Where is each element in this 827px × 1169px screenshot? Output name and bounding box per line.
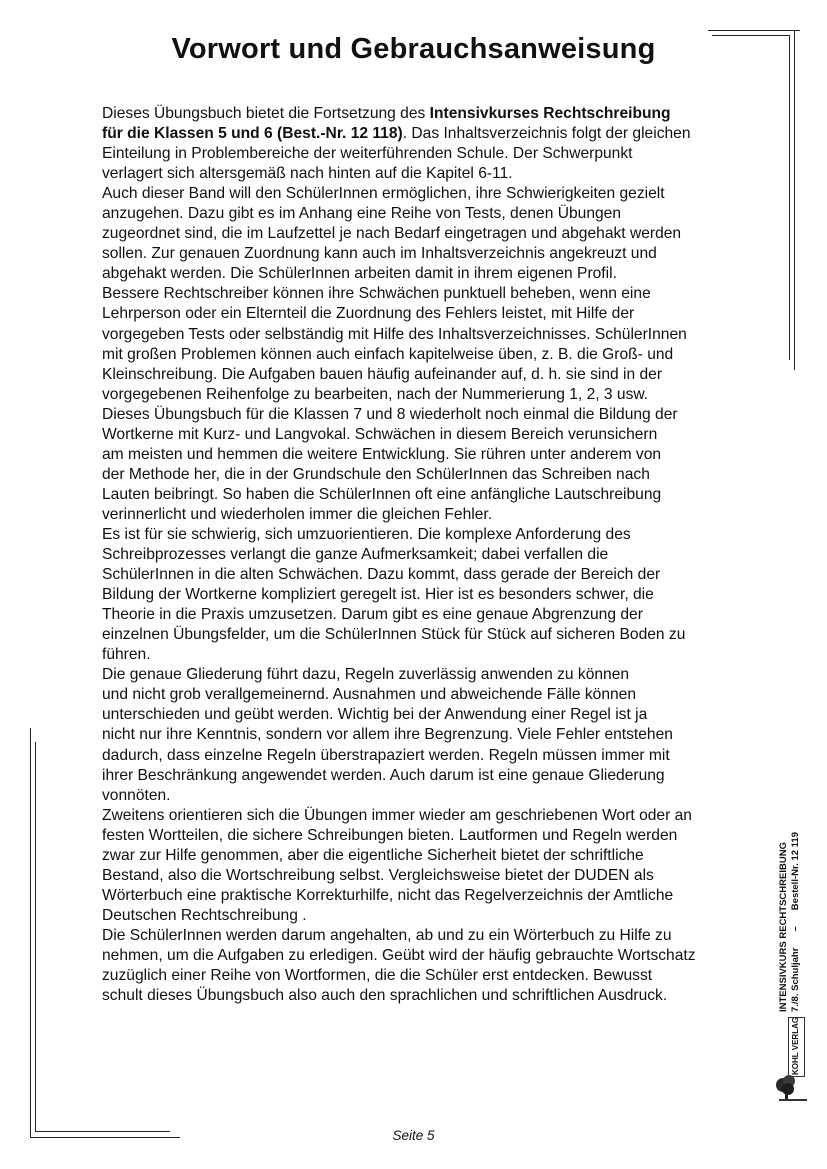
paragraph bbox=[102, 525, 752, 665]
text-line: Bessere Rechtschreiber können ihre Schwächen punktuell beheben, wenn eine bbox=[102, 285, 651, 303]
paragraph bbox=[102, 284, 752, 404]
text-line: und nicht grob verallgemeinernd. Ausnahmen und abweichende Fälle können bbox=[102, 686, 637, 704]
text-line: SchülerInnen in die alten Schwächen. Dazu kommt, dass gerade der Bereich der bbox=[102, 566, 661, 584]
text-line: ihrer Beschränkung angewendet werden. Auch darum ist eine genaue Gliederung bbox=[102, 766, 665, 784]
text-line: zugeordnet sind, die im Laufzettel je nach Bedarf eingetragen und abgehakt werden bbox=[102, 225, 682, 243]
text-line: Auch dieser Band will den SchülerInnen ermöglichen, ihre Schwierigkeiten gezielt bbox=[102, 185, 665, 203]
text-line: Die SchülerInnen werden darum angehalten, ab und zu ein Wörterbuch zu Hilfe zu bbox=[102, 926, 672, 944]
page-title: Vorwort und Gebrauchsanweisung bbox=[171, 33, 656, 65]
paragraph bbox=[102, 405, 752, 525]
text-line: unterschieden und geübt werden. Wichtig bei der Anwendung einer Regel ist ja bbox=[102, 706, 648, 724]
paragraph bbox=[102, 665, 752, 805]
text-line: Zweitens orientieren sich die Übungen immer wieder am geschriebenen Wort oder an bbox=[102, 806, 692, 824]
text-line: am meisten und hemmen die weitere Entwicklung. Sie rühren unter anderem von bbox=[102, 445, 662, 463]
grade-label: 7./8. Schuljahr bbox=[790, 947, 801, 1012]
text-line: nehmen, um die Aufgaben zu erledigen. Geübt wird der häufig gebrauchte Wortschatz bbox=[102, 946, 696, 964]
publisher-name: KOHL VERLAG bbox=[791, 1016, 800, 1075]
text-line: schult dieses Übungsbuch also auch den sprachlichen und schriftlichen Ausdruck. bbox=[102, 987, 668, 1005]
text-line: sollen. Zur genauen Zuordnung kann auch im Inhaltsverzeichnis angekreuzt und bbox=[102, 245, 657, 263]
text-line: Lehrperson oder ein Elternteil die Zuordnung des Fehlers leistet, mit Hilfe der bbox=[102, 305, 635, 323]
order-number: Bestell-Nr. 12 119 bbox=[790, 832, 801, 911]
text-line: mit großen Problemen können auch einfach kapitelweise üben, z. B. die Groß- und bbox=[102, 345, 674, 363]
text-line: Deutschen Rechtschreibung . bbox=[102, 906, 307, 924]
text-line: Es ist für sie schwierig, sich umzuorientieren. Die komplexe Anforderung des bbox=[102, 525, 631, 543]
page-number: Seite 5 bbox=[392, 1128, 435, 1143]
text-line: verinnerlicht und wiederholen immer die gleichen Fehler. bbox=[102, 505, 493, 523]
paragraph bbox=[102, 926, 752, 1006]
text-line: Dieses Übungsbuch für die Klassen 7 und 8 wiederholt noch einmal die Bildung der bbox=[102, 405, 678, 423]
paragraph-intro bbox=[102, 104, 752, 184]
text-line: Bestand, also die Wortschreibung selbst. Vergleichsweise bietet der DUDEN als bbox=[102, 866, 654, 884]
text-line: Einteilung in Problembereiche der weiterführenden Schule. Der Schwerpunkt bbox=[102, 145, 633, 163]
text-line: Kleinschreibung. Die Aufgaben bauen häufig aufeinander auf, d. h. sie sind in der bbox=[102, 365, 663, 383]
text-line: der Methode her, die in der Grundschule den SchülerInnen das Schreiben nach bbox=[102, 465, 650, 483]
text-line: anzugehen. Dazu gibt es im Anhang eine Reihe von Tests, denen Übungen bbox=[102, 205, 622, 223]
text-line: einzelnen Übungsfelder, um die SchülerInnen Stück für Stück auf sicheren Boden zu bbox=[102, 626, 686, 644]
text-line: nicht nur ihre Kenntnis, sondern vor allem ihre Begrenzung. Viele Fehler entstehen bbox=[102, 726, 673, 744]
series-title: INTENSIVKURS RECHTSCHREIBUNG bbox=[778, 842, 789, 1012]
paragraph bbox=[102, 806, 752, 926]
text-line: Theorie in die Praxis umzusetzen. Darum gibt es eine genaue Abgrenzung der bbox=[102, 606, 643, 624]
separator-dash: – bbox=[790, 926, 801, 932]
text-line: Schreibprozesses verlangt die ganze Aufmerksamkeit; dabei verfallen die bbox=[102, 546, 609, 564]
tree-icon bbox=[774, 1073, 810, 1103]
text-line: Lauten beibringt. So haben die SchülerInnen oft eine anfängliche Lautschreibung bbox=[102, 485, 662, 503]
text-line: führen. bbox=[102, 646, 151, 664]
text-line: vonnöten. bbox=[102, 786, 171, 804]
text-line: Die genaue Gliederung führt dazu, Regeln zuverlässig anwenden zu können bbox=[102, 666, 630, 684]
text-line: abgehakt werden. Die SchülerInnen arbeiten damit in ihrem eigenen Profil. bbox=[102, 265, 617, 283]
text-line: festen Wortteilen, die sichere Schreibungen bieten. Lautformen und Regeln werden bbox=[102, 826, 678, 844]
text-line: dadurch, dass einzelne Regeln überstrapaziert werden. Regeln müssen immer mit bbox=[102, 746, 670, 764]
text-line: für die Klassen 5 und 6 (Best.-Nr. 12 118). Das Inhaltsverzeichnis folgt der gleichen bbox=[102, 125, 691, 143]
text-line: Wortkerne mit Kurz- und Langvokal. Schwächen in diesem Bereich verunsichern bbox=[102, 425, 658, 443]
text-line: Wörterbuch eine praktische Korrekturhilfe, nicht das Regelverzeichnis der Amtliche bbox=[102, 886, 674, 904]
text-line: Dieses Übungsbuch bietet die Fortsetzung des Intensivkurses Rechtschreibung bbox=[102, 105, 671, 122]
text-line: vorgegebenen Reihenfolge zu bearbeiten, nach der Nummerierung 1, 2, 3 usw. bbox=[102, 385, 649, 403]
text-line: zuzüglich einer Reihe von Wortformen, die die Schüler erst entdecken. Bewusst bbox=[102, 967, 653, 985]
body-text bbox=[102, 104, 752, 1006]
text-line: vorgegeben Tests oder selbständig mit Hilfe des Inhaltsverzeichnisses. SchülerInnen bbox=[102, 325, 687, 343]
publisher-logo bbox=[774, 1015, 810, 1097]
text-line: verlagert sich altersgemäß nach hinten auf die Kapitel 6-11. bbox=[102, 165, 513, 183]
text-line: Bildung der Wortkerne kompliziert geregelt ist. Hier ist es besonders schwer, die bbox=[102, 586, 654, 604]
text-line: zwar zur Hilfe genommen, aber die eigentliche Sicherheit bietet der schriftliche bbox=[102, 846, 644, 864]
paragraph bbox=[102, 184, 752, 284]
